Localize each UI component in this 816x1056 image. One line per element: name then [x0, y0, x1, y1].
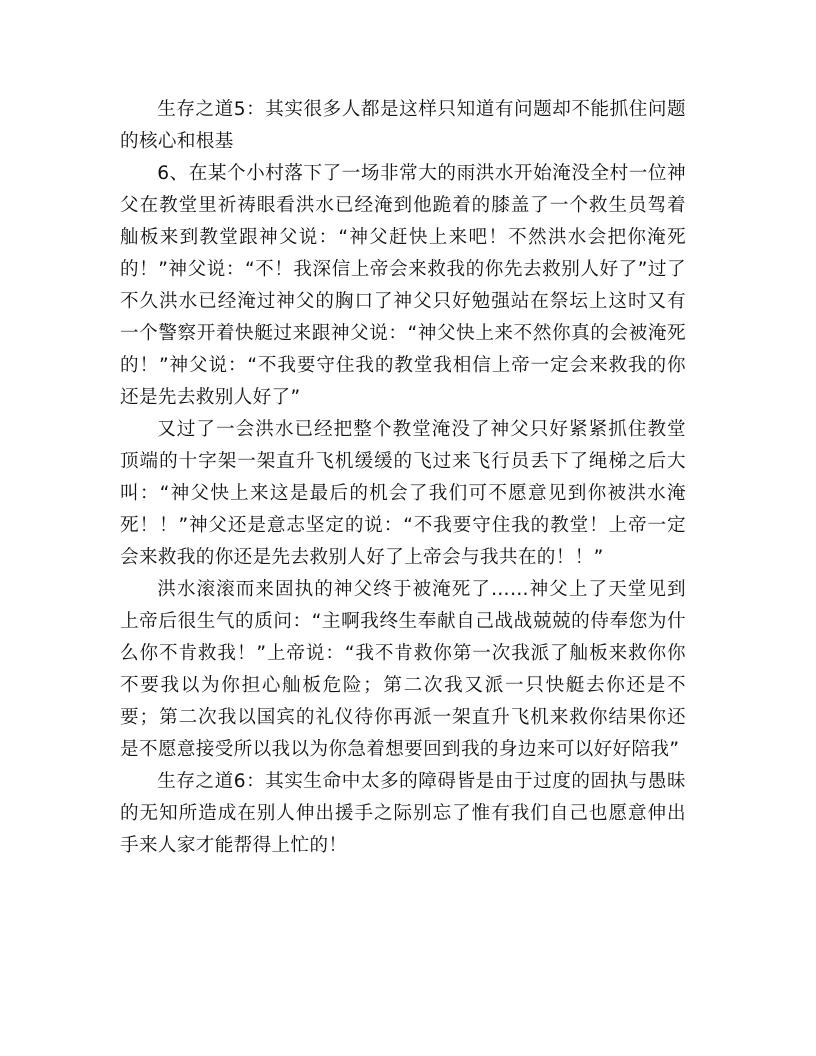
paragraph-story-6-part-1: 6、在某个小村落下了一场非常大的雨洪水开始淹没全村一位神父在教堂里祈祷眼看洪水已经淹到他跪着的膝盖了一个救生员驾着舢板来到教堂跟神父说：“神父赶快上来吧！不然洪水会把你淹死的！”神父说：“不！我深信上帝会来救我的你先去救别人好了”过了不久洪水已经淹过神父的胸口了神父只好勉强站在祭坛上这时又有一个警察开着快艇过来跟神父说：“神父快上来不然你真的会被淹死的！”神父说：“不我要守住我的教堂我相信上帝一定会来救我的你还是先去救别人好了”: [120, 163, 686, 408]
paragraph-story-6-part-2: 又过了一会洪水已经把整个教堂淹没了神父只好紧紧抓住教堂顶端的十字架一架直升飞机缓缓的飞过来飞行员丢下了绳梯之后大叫：“神父快上来这是最后的机会了我们可不愿意见到你被洪水淹死！！”神父还是意志坚定的说：“不我要守住我的教堂！上帝一定会来救我的你还是先去救别人好了上帝会与我共在的！！”: [120, 419, 686, 568]
paragraph-survival-5: 生存之道5：其实很多人都是这样只知道有问题却不能抓住问题的核心和根基: [120, 99, 686, 152]
paragraph-survival-6: 生存之道6：其实生命中太多的障碍皆是由于过度的固执与愚昧的无知所造成在别人伸出援手之际别忘了惟有我们自己也愿意伸出手来人家才能帮得上忙的！: [120, 771, 686, 856]
document-page: [120, 94, 686, 862]
paragraph-story-6-part-3: 洪水滚滚而来固执的神父终于被淹死了……神父上了天堂见到上帝后很生气的质问：“主啊我终生奉献自己战战兢兢的侍奉您为什么你不肯救我！”上帝说：“我不肯救你第一次我派了舢板来救你你不要我以为你担心舢板危险；第二次我又派一只快艇去你还是不要；第二次我以国宾的礼仪待你再派一架直升飞机来救你结果你还是不愿意接受所以我以为你急着想要回到我的身边来可以好好陪我”: [120, 579, 686, 760]
